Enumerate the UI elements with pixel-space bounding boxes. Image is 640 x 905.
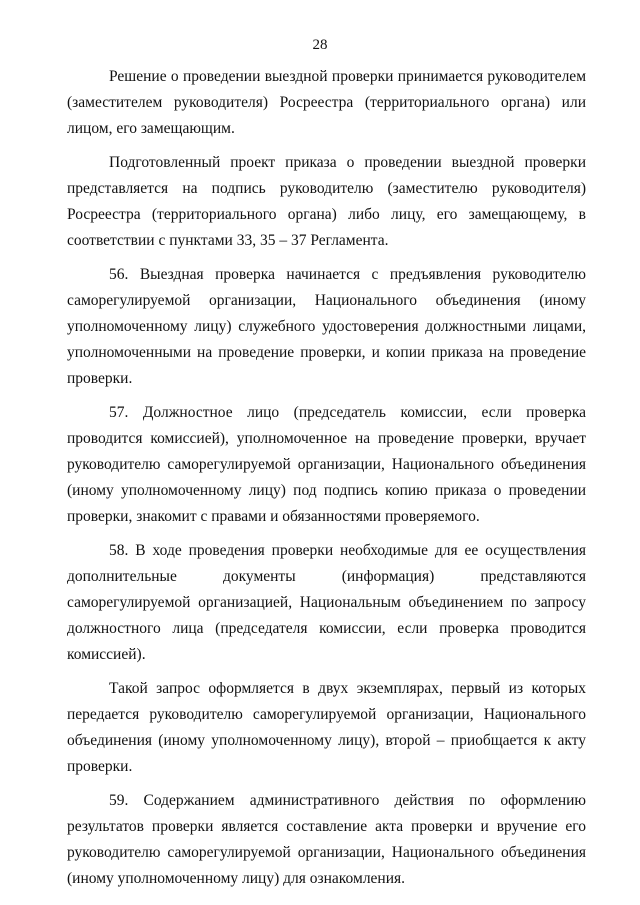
paragraph-decision: Решение о проведении выездной проверки принимается руководителем (заместителем руководителя) Росреестра (территориального органа) или лицом, его замещающим. — [67, 68, 586, 137]
paragraph-request: Такой запрос оформляется в двух экземплярах, первый из которых передается руководителю саморегулируемой организации, Национального объединения (иному уполномоченному лицу), второй – приобщается к акту проверки. — [67, 680, 586, 775]
paragraph-57: 57. Должностное лицо (председатель комиссии, если проверка проводится комиссией), уполномоченное на проведение проверки, вручает руководителю саморегулируемой организации, Национального объединения (иному уполномоченному лицу) под подпись копию приказа о проведении проверки, знакомит с правами и обязанностями проверяемого. — [67, 404, 586, 525]
paragraph-59: 59. Содержанием административного действия по оформлению результатов проверки является составление акта проверки и вручение его руководителю саморегулируемой организации, Национального объединения (иному уполномоченному лицу) для ознакомления. — [67, 792, 586, 887]
page-number: 28 — [312, 37, 328, 53]
paragraph-draft-order: Подготовленный проект приказа о проведении выездной проверки представляется на подпись руководителю (заместителю руководителя) Росреестра (территориального органа) либо лицу, его замещающему, в соответствии с пунктами 33, 35 – 37 Регламента. — [67, 154, 586, 249]
document-body — [67, 64, 586, 900]
paragraph-56: 56. Выездная проверка начинается с предъявления руководителю саморегулируемой организации, Национального объединения (иному уполномоченному лицу) служебного удостоверения должностными лицами, уполномоченными на проведение проверки, и копии приказа на проведение проверки. — [67, 266, 586, 387]
paragraph-58: 58. В ходе проведения проверки необходимые для ее осуществления дополнительные документы (информация) представляются саморегулируемой организацией, Национальным объединением по запросу должностного лица (председателя комиссии, если проверка проводится комиссией). — [67, 542, 586, 663]
